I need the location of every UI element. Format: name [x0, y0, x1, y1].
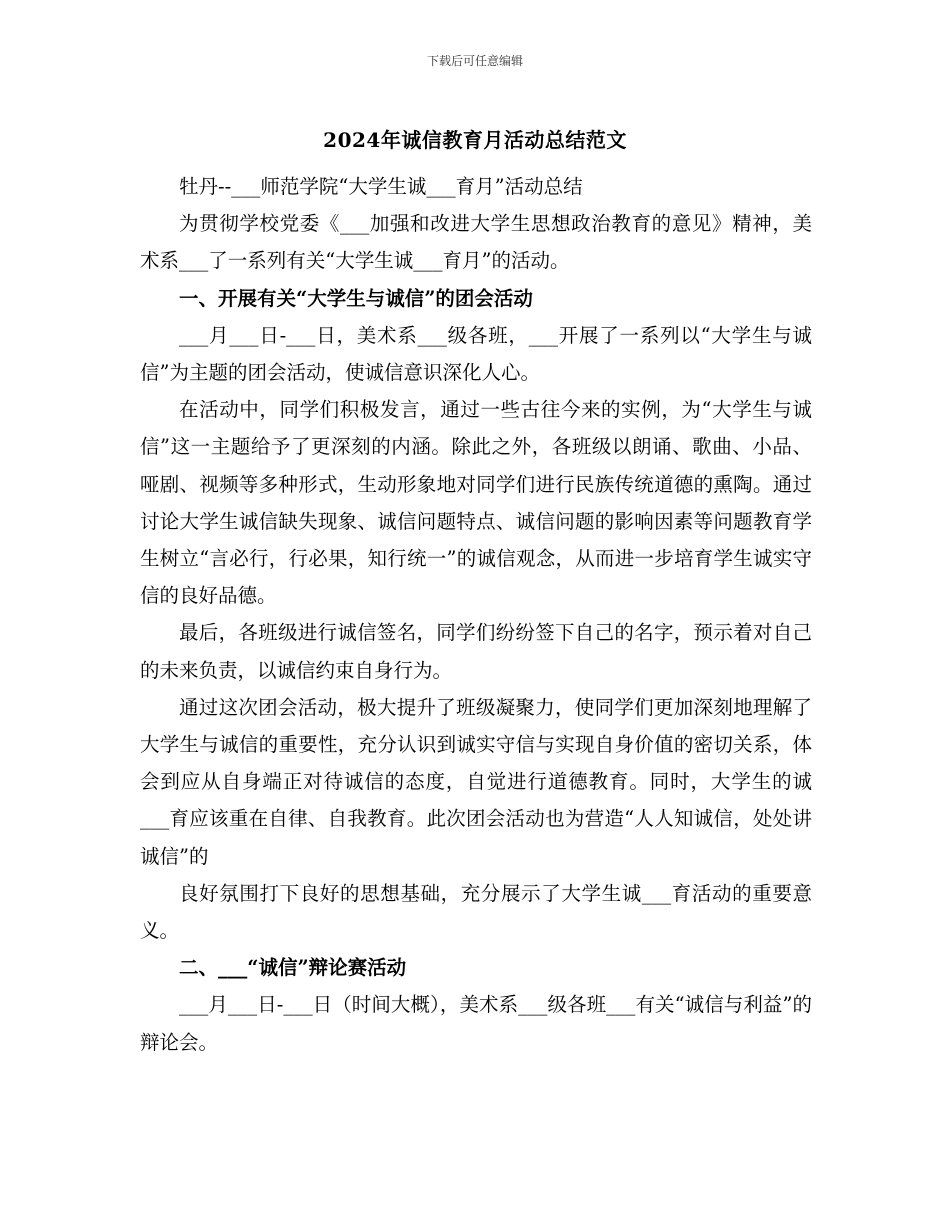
paragraph: ___月___日-___日（时间大概），美术系___级各班___有关“诚信与利益”的辩论会。 — [140, 993, 812, 1054]
paragraph-intro: 为贯彻学校党委《___加强和改进大学生思想政治教育的意见》精神，美术系___了一系列有关“大学生诚___育月”的活动。 — [140, 212, 812, 273]
section-heading-2: 二、___“诚信”辩论赛活动 — [179, 956, 407, 980]
paragraph-subtitle: 牡丹--___师范学院“大学生诚___育月”活动总结 — [179, 175, 583, 198]
paragraph: 良好氛围打下良好的思想基础，充分展示了大学生诚___育活动的重要意义。 — [140, 881, 812, 943]
page-header-note: 下载后可任意编辑 — [426, 54, 523, 68]
paragraph: ___月___日-___日，美术系___级各班，___开展了一系列以“大学生与诚信”为主题的团会活动，使诚信意识深化人心。 — [140, 323, 812, 385]
paragraph: 在活动中，同学们积极发言，通过一些古往今来的实例，为“大学生与诚信”这一主题给予了更深刻的内涵。除此之外，各班级以朗诵、歌曲、小品、哑剧、视频等多种形式，生动形象地对同学们进行民族传统道德的熏陶。通过讨论大学生诚信缺失现象、诚信问题特点、诚信问题的影响因素等问题教育学生树立“言必行，行必果，知行统一”的诚信观念，从而进一步培育学生诚实守信的良好品德。 — [140, 398, 812, 608]
document-title: 2024年诚信教育月活动总结范文 — [323, 128, 627, 152]
paragraph: 通过这次团会活动，极大提升了班级凝聚力，使同学们更加深刻地理解了大学生与诚信的重要性，充分认识到诚实守信与实现自身价值的密切关系，体会到应从自身端正对待诚信的态度，自觉进行道德教育。同时，大学生的诚___育应该重在自律、自我教育。此次团会活动也为营造“人人知诚信，处处讲诚信”的 — [140, 695, 812, 868]
paragraph: 最后，各班级进行诚信签名，同学们纷纷签下自己的名字，预示着对自己的未来负责，以诚信约束自身行为。 — [140, 621, 812, 682]
section-heading-1: 一、开展有关“大学生与诚信”的团会活动 — [179, 286, 533, 310]
document-body — [140, 168, 812, 1061]
